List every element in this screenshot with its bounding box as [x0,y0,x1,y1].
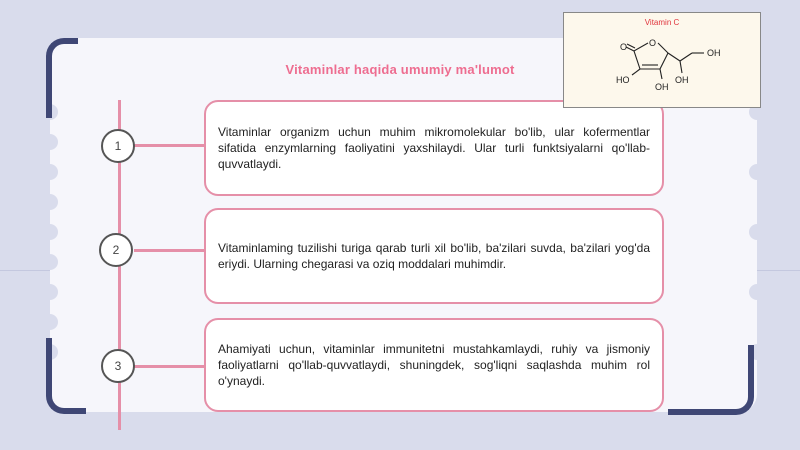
vitamin-c-structure-image [563,12,761,108]
info-card-text: Vitaminlar organizm uchun muhim mikromolekular bo'lib, ular kofermentlar sifatida enzymlarning faoliyatini yaxshilaydi. Ular turli funktsiyalarni qo'llab-quvvatlaydi. [218,125,650,171]
paper-hole [42,134,58,150]
info-card-text: Vitaminlaming tuzilishi turiga qarab turli xil bo'lib, ba'zilari suvda, ba'zilari yog'da eriydi. Ularning chegarasi va oziq moddalari muhimdir. [218,241,650,271]
atom-label: O [620,42,628,52]
atom-label: OH [707,48,721,58]
atom-label: HO [616,75,630,85]
paper-hole [42,194,58,210]
timeline-connector [134,249,204,252]
corner-bracket-bottom-right [668,345,754,415]
paper-hole [749,224,765,240]
info-card [204,100,664,196]
paper-hole [749,284,765,300]
paper-hole [42,314,58,330]
paper-hole [42,164,58,180]
atom-label: O [649,38,657,48]
slide-title: Vitaminlar haqida umumiy ma'lumot [285,62,515,77]
vitamin-c-molecule-icon [564,13,762,109]
paper-hole [42,224,58,240]
info-card-text: Ahamiyati uchun, vitaminlar immunitetni mustahkamlaydi, ruhiy va jismoniy faoliyatlarni qo'llab-quvvatlaydi, shuningdek, sog'liqni saqlashda muhim rol o'ynaydi. [218,342,650,388]
paper-hole [42,284,58,300]
timeline-connector [134,144,204,147]
atom-label: OH [675,75,689,85]
atom-label: OH [655,82,669,92]
paper-hole [42,254,58,270]
corner-bracket-bottom-left [46,338,86,414]
step-number-circle: 2 [99,233,133,267]
step-number-circle: 3 [101,349,135,383]
corner-bracket-top-left [46,38,78,118]
timeline-connector [134,365,204,368]
info-card [204,318,664,412]
vitamin-c-title: Vitamin C [644,18,680,27]
step-number-circle: 1 [101,129,135,163]
paper-hole [749,164,765,180]
info-card [204,208,664,304]
